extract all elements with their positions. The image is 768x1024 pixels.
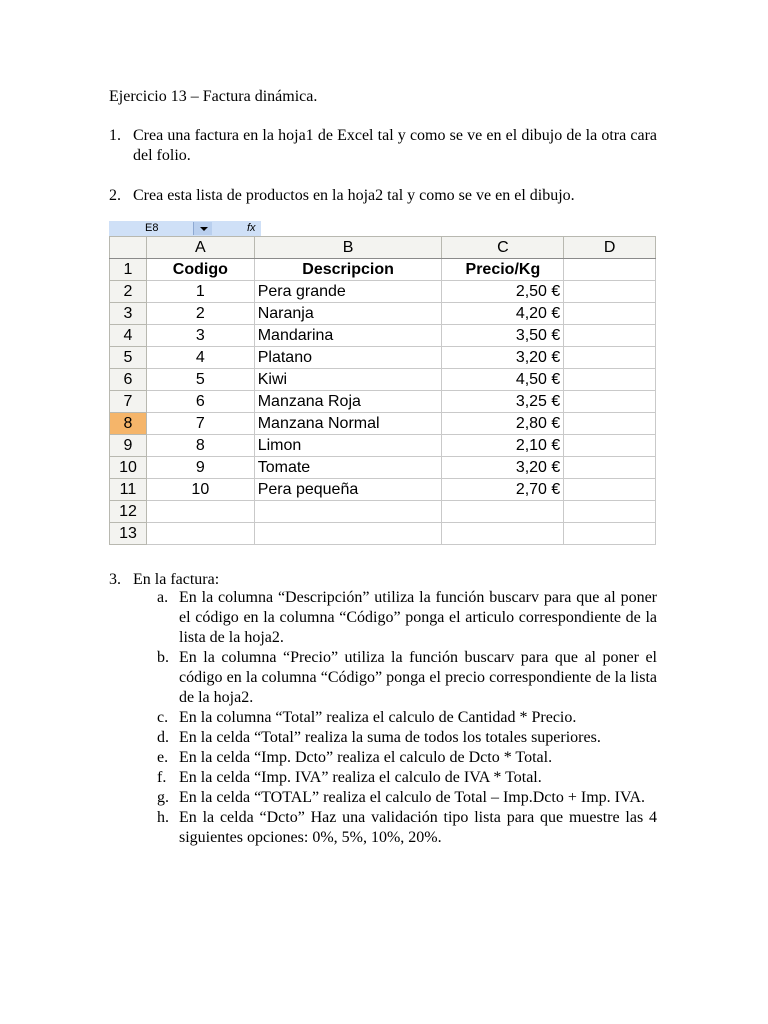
precio-cell: 4,50 € xyxy=(442,369,564,391)
instruction-number: 2. xyxy=(109,187,121,204)
codigo-cell: 5 xyxy=(146,369,254,391)
table-row xyxy=(110,259,656,281)
empty-cell xyxy=(564,347,656,369)
empty-cell xyxy=(564,281,656,303)
column-header: C xyxy=(442,237,564,259)
sub-instruction-text: En la columna “Descripción” utiliza la función buscarv para que al poner el código en la columna “Código” ponga el articulo correspondiente de la lista de la hoja2. xyxy=(179,589,657,646)
descripcion-cell: Kiwi xyxy=(254,369,442,391)
sub-instruction xyxy=(157,648,657,708)
codigo-cell: 4 xyxy=(146,347,254,369)
sub-instruction-letter: f. xyxy=(157,769,167,786)
instruction-number: 1. xyxy=(109,127,121,144)
empty-cell xyxy=(564,391,656,413)
spreadsheet-image xyxy=(109,221,656,548)
precio-cell: 3,20 € xyxy=(442,457,564,479)
table-row xyxy=(110,501,656,523)
sub-instruction-text: En la celda “TOTAL” realiza el calculo de Total – Imp.Dcto + Imp. IVA. xyxy=(179,789,646,806)
sub-instruction-letter: b. xyxy=(157,649,169,666)
descripcion-cell: Tomate xyxy=(254,457,442,479)
row-header: 7 xyxy=(110,391,147,413)
empty-cell xyxy=(564,259,656,281)
descripcion-cell: Naranja xyxy=(254,303,442,325)
row-header: 6 xyxy=(110,369,147,391)
sub-instruction xyxy=(157,708,657,728)
precio-cell xyxy=(442,501,564,523)
precio-cell: 3,50 € xyxy=(442,325,564,347)
row-header: 8 xyxy=(110,413,147,435)
formula-bar xyxy=(109,221,261,237)
precio-cell: 3,20 € xyxy=(442,347,564,369)
codigo-cell: 9 xyxy=(146,457,254,479)
row-header: 5 xyxy=(110,347,147,369)
table-row xyxy=(110,457,656,479)
empty-cell xyxy=(564,325,656,347)
row-header: 11 xyxy=(110,479,147,501)
instruction-text: En la factura: xyxy=(133,571,220,588)
table-row xyxy=(110,479,656,501)
table-row xyxy=(110,325,656,347)
column-header: B xyxy=(254,237,442,259)
codigo-cell: 3 xyxy=(146,325,254,347)
table-row xyxy=(110,435,656,457)
codigo-cell: 2 xyxy=(146,303,254,325)
sub-instruction xyxy=(157,728,657,748)
sub-instruction-letter: a. xyxy=(157,589,169,606)
empty-cell xyxy=(564,413,656,435)
descripcion-cell: Manzana Roja xyxy=(254,391,442,413)
sub-instruction-text: En la columna “Precio” utiliza la función buscarv para que al poner el código en la columna “Código” ponga el precio correspondiente de la lista de la hoja2. xyxy=(179,649,657,706)
table-row xyxy=(110,281,656,303)
descripcion-cell: Mandarina xyxy=(254,325,442,347)
codigo-cell: 10 xyxy=(146,479,254,501)
sub-instruction xyxy=(157,808,657,848)
precio-cell xyxy=(442,523,564,545)
codigo-cell: 1 xyxy=(146,281,254,303)
product-table xyxy=(109,236,656,545)
codigo-cell: 8 xyxy=(146,435,254,457)
row-header: 12 xyxy=(110,501,147,523)
table-row xyxy=(110,347,656,369)
exercise-title: Ejercicio 13 – Factura dinámica. xyxy=(109,88,318,105)
codigo-cell: 6 xyxy=(146,391,254,413)
sub-instruction-letter: c. xyxy=(157,709,169,726)
row-header: 2 xyxy=(110,281,147,303)
sub-instruction-letter: d. xyxy=(157,729,169,746)
precio-cell: 2,70 € xyxy=(442,479,564,501)
descripcion-cell: Pera grande xyxy=(254,281,442,303)
precio-cell: 2,80 € xyxy=(442,413,564,435)
instruction-text: Crea esta lista de productos en la hoja2 tal y como se ve en el dibujo. xyxy=(133,187,575,204)
sub-instruction-letter: e. xyxy=(157,749,169,766)
descripcion-cell: Platano xyxy=(254,347,442,369)
instruction-text: Crea una factura en la hoja1 de Excel tal y como se ve en el dibujo de la otra cara del folio. xyxy=(133,127,657,164)
precio-cell: 3,25 € xyxy=(442,391,564,413)
precio-cell: 4,20 € xyxy=(442,303,564,325)
empty-cell xyxy=(564,435,656,457)
column-header: D xyxy=(564,237,656,259)
descripcion-cell xyxy=(254,501,442,523)
sub-instruction xyxy=(157,588,657,648)
codigo-cell: 7 xyxy=(146,413,254,435)
descripcion-cell: Manzana Normal xyxy=(254,413,442,435)
header-cell-codigo: Codigo xyxy=(146,259,254,281)
codigo-cell xyxy=(146,501,254,523)
row-header: 3 xyxy=(110,303,147,325)
row-header: 9 xyxy=(110,435,147,457)
empty-cell xyxy=(564,457,656,479)
empty-cell xyxy=(564,369,656,391)
sub-instruction-letter: g. xyxy=(157,789,169,806)
precio-cell: 2,10 € xyxy=(442,435,564,457)
descripcion-cell: Pera pequeña xyxy=(254,479,442,501)
sub-instruction xyxy=(157,748,657,768)
sub-instruction-text: En la celda “Total” realiza la suma de todos los totales superiores. xyxy=(179,729,601,746)
descripcion-cell xyxy=(254,523,442,545)
fx-icon: fx xyxy=(247,222,256,234)
header-cell-descripcion: Descripcion xyxy=(254,259,442,281)
row-header: 4 xyxy=(110,325,147,347)
table-row xyxy=(110,303,656,325)
empty-cell xyxy=(564,479,656,501)
row-header: 10 xyxy=(110,457,147,479)
sub-instruction-text: En la celda “Dcto” Haz una validación tipo lista para que muestre las 4 siguientes opciones: 0%, 5%, 10%, 20%. xyxy=(179,809,657,846)
sub-instruction xyxy=(157,788,657,808)
sub-instruction-list xyxy=(157,588,657,848)
precio-cell: 2,50 € xyxy=(442,281,564,303)
name-box: E8 xyxy=(145,222,159,234)
sub-instruction-text: En la celda “Imp. Dcto” realiza el calculo de Dcto * Total. xyxy=(179,749,553,766)
column-header: A xyxy=(146,237,254,259)
select-all-corner xyxy=(110,237,147,259)
empty-cell xyxy=(564,523,656,545)
sub-instruction-letter: h. xyxy=(157,809,169,826)
sub-instruction-text: En la columna “Total” realiza el calculo de Cantidad * Precio. xyxy=(179,709,577,726)
table-row xyxy=(110,369,656,391)
header-cell-precio: Precio/Kg xyxy=(442,259,564,281)
row-header: 1 xyxy=(110,259,147,281)
table-row xyxy=(110,523,656,545)
chevron-down-icon xyxy=(193,222,212,235)
instruction-number: 3. xyxy=(109,571,121,588)
empty-cell xyxy=(564,501,656,523)
empty-cell xyxy=(564,303,656,325)
descripcion-cell: Limon xyxy=(254,435,442,457)
row-header: 13 xyxy=(110,523,147,545)
table-row xyxy=(110,391,656,413)
sub-instruction xyxy=(157,768,657,788)
sub-instruction-text: En la celda “Imp. IVA” realiza el calculo de IVA * Total. xyxy=(179,769,542,786)
codigo-cell xyxy=(146,523,254,545)
table-row xyxy=(110,413,656,435)
column-header-row xyxy=(110,237,656,259)
